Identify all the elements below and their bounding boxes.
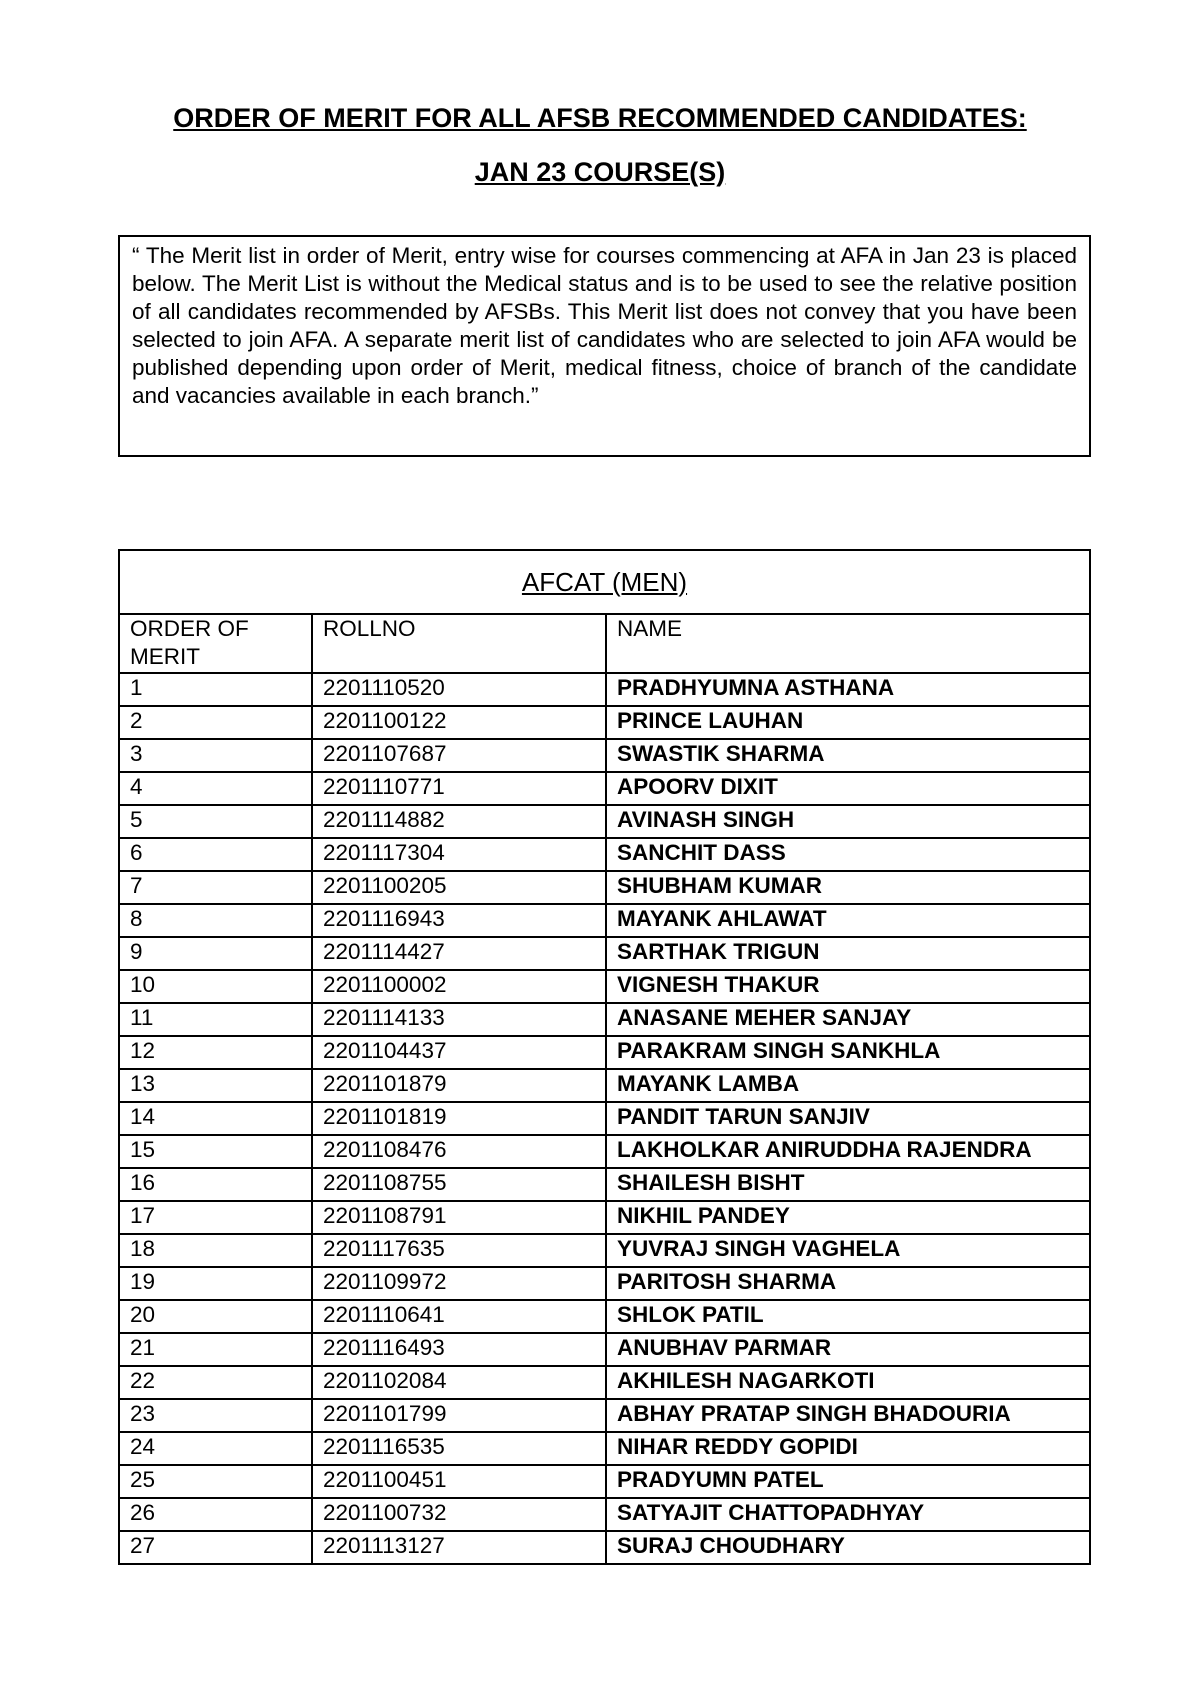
- merit-rank-cell: 25: [119, 1465, 312, 1498]
- candidate-name-cell: ANUBHAV PARMAR: [606, 1333, 1090, 1366]
- rollno-cell: 2201102084: [312, 1366, 606, 1399]
- column-header-order-of-merit: ORDER OF MERIT: [119, 614, 312, 673]
- rollno-cell: 2201116943: [312, 904, 606, 937]
- table-row: [119, 904, 1090, 937]
- rollno-cell: 2201114427: [312, 937, 606, 970]
- candidate-name-cell: NIKHIL PANDEY: [606, 1201, 1090, 1234]
- merit-rank-cell: 19: [119, 1267, 312, 1300]
- table-row: [119, 871, 1090, 904]
- rollno-cell: 2201108791: [312, 1201, 606, 1234]
- rollno-cell: 2201101799: [312, 1399, 606, 1432]
- merit-rank-cell: 20: [119, 1300, 312, 1333]
- merit-rank-cell: 12: [119, 1036, 312, 1069]
- candidate-name-cell: LAKHOLKAR ANIRUDDHA RAJENDRA: [606, 1135, 1090, 1168]
- merit-rank-cell: 15: [119, 1135, 312, 1168]
- merit-rank-cell: 14: [119, 1102, 312, 1135]
- table-row: [119, 1168, 1090, 1201]
- table-row: [119, 970, 1090, 1003]
- table-body: [119, 673, 1090, 1564]
- candidate-name-cell: SHLOK PATIL: [606, 1300, 1090, 1333]
- candidate-name-cell: SATYAJIT CHATTOPADHYAY: [606, 1498, 1090, 1531]
- rollno-cell: 2201116535: [312, 1432, 606, 1465]
- document-subtitle: JAN 23 COURSE(S): [474, 157, 726, 187]
- table-row: [119, 706, 1090, 739]
- merit-rank-cell: 22: [119, 1366, 312, 1399]
- candidate-name-cell: ANASANE MEHER SANJAY: [606, 1003, 1090, 1036]
- table-header-row: [119, 614, 1090, 673]
- table-row: [119, 1399, 1090, 1432]
- table-row: [119, 1432, 1090, 1465]
- merit-rank-cell: 18: [119, 1234, 312, 1267]
- rollno-cell: 2201104437: [312, 1036, 606, 1069]
- merit-rank-cell: 24: [119, 1432, 312, 1465]
- table-row: [119, 1036, 1090, 1069]
- merit-rank-cell: 23: [119, 1399, 312, 1432]
- table-row: [119, 1498, 1090, 1531]
- rollno-cell: 2201100002: [312, 970, 606, 1003]
- rollno-cell: 2201100732: [312, 1498, 606, 1531]
- document-title: ORDER OF MERIT FOR ALL AFSB RECOMMENDED CANDIDATES:: [173, 103, 1027, 133]
- table-row: [119, 937, 1090, 970]
- table-row: [119, 1201, 1090, 1234]
- candidate-name-cell: PARITOSH SHARMA: [606, 1267, 1090, 1300]
- merit-rank-cell: 16: [119, 1168, 312, 1201]
- candidate-name-cell: ABHAY PRATAP SINGH BHADOURIA: [606, 1399, 1090, 1432]
- merit-rank-cell: 26: [119, 1498, 312, 1531]
- candidate-name-cell: MAYANK LAMBA: [606, 1069, 1090, 1102]
- candidate-name-cell: SURAJ CHOUDHARY: [606, 1531, 1090, 1564]
- candidate-name-cell: SHUBHAM KUMAR: [606, 871, 1090, 904]
- table-caption: [119, 550, 1090, 614]
- table-row: [119, 1267, 1090, 1300]
- table-row: [119, 673, 1090, 706]
- candidate-name-cell: VIGNESH THAKUR: [606, 970, 1090, 1003]
- table-row: [119, 739, 1090, 772]
- merit-rank-cell: 2: [119, 706, 312, 739]
- merit-rank-cell: 6: [119, 838, 312, 871]
- rollno-cell: 2201110641: [312, 1300, 606, 1333]
- merit-rank-cell: 11: [119, 1003, 312, 1036]
- table-row: [119, 1366, 1090, 1399]
- table-row: [119, 805, 1090, 838]
- rollno-cell: 2201114882: [312, 805, 606, 838]
- merit-rank-cell: 13: [119, 1069, 312, 1102]
- merit-rank-cell: 10: [119, 970, 312, 1003]
- merit-rank-cell: 7: [119, 871, 312, 904]
- candidate-name-cell: AVINASH SINGH: [606, 805, 1090, 838]
- merit-rank-cell: 21: [119, 1333, 312, 1366]
- rollno-cell: 2201100122: [312, 706, 606, 739]
- candidate-name-cell: APOORV DIXIT: [606, 772, 1090, 805]
- table-caption-text: AFCAT (MEN): [521, 566, 688, 597]
- table-row: [119, 1234, 1090, 1267]
- candidate-name-cell: YUVRAJ SINGH VAGHELA: [606, 1234, 1090, 1267]
- rollno-cell: 2201113127: [312, 1531, 606, 1564]
- rollno-cell: 2201109972: [312, 1267, 606, 1300]
- candidate-name-cell: PRADHYUMNA ASTHANA: [606, 673, 1090, 706]
- merit-rank-cell: 4: [119, 772, 312, 805]
- rollno-cell: 2201100205: [312, 871, 606, 904]
- rollno-cell: 2201110771: [312, 772, 606, 805]
- merit-rank-cell: 27: [119, 1531, 312, 1564]
- rollno-cell: 2201107687: [312, 739, 606, 772]
- table-row: [119, 1465, 1090, 1498]
- table-row: [119, 772, 1090, 805]
- merit-rank-cell: 1: [119, 673, 312, 706]
- candidate-name-cell: SHAILESH BISHT: [606, 1168, 1090, 1201]
- candidate-name-cell: PARAKRAM SINGH SANKHLA: [606, 1036, 1090, 1069]
- table-row: [119, 1102, 1090, 1135]
- table-row: [119, 838, 1090, 871]
- merit-rank-cell: 17: [119, 1201, 312, 1234]
- rollno-cell: 2201101819: [312, 1102, 606, 1135]
- table-row: [119, 1531, 1090, 1564]
- rollno-cell: 2201114133: [312, 1003, 606, 1036]
- notice-box: “ The Merit list in order of Merit, entry wise for courses commencing at AFA in Jan 23 is placed below. The Merit List is without the Medical status and is to be used to see the relative position of all candidates recommended by AFSBs. This Merit list does not convey that you have been selected to join AFA. A separate merit list of candidates who are selected to join AFA would be published depending upon order of Merit, medical fitness, choice of branch of the candidate and vacancies available in each branch.”: [118, 235, 1091, 457]
- rollno-cell: 2201108755: [312, 1168, 606, 1201]
- candidate-name-cell: PANDIT TARUN SANJIV: [606, 1102, 1090, 1135]
- candidate-name-cell: NIHAR REDDY GOPIDI: [606, 1432, 1090, 1465]
- candidate-name-cell: MAYANK AHLAWAT: [606, 904, 1090, 937]
- candidate-name-cell: SANCHIT DASS: [606, 838, 1090, 871]
- table-row: [119, 1333, 1090, 1366]
- candidate-name-cell: SARTHAK TRIGUN: [606, 937, 1090, 970]
- table-row: [119, 1135, 1090, 1168]
- column-header-name: NAME: [606, 614, 1090, 673]
- candidate-name-cell: AKHILESH NAGARKOTI: [606, 1366, 1090, 1399]
- rollno-cell: 2201116493: [312, 1333, 606, 1366]
- rollno-cell: 2201100451: [312, 1465, 606, 1498]
- merit-rank-cell: 5: [119, 805, 312, 838]
- candidate-name-cell: PRINCE LAUHAN: [606, 706, 1090, 739]
- rollno-cell: 2201117635: [312, 1234, 606, 1267]
- merit-rank-cell: 8: [119, 904, 312, 937]
- candidate-name-cell: PRADYUMN PATEL: [606, 1465, 1090, 1498]
- candidate-name-cell: SWASTIK SHARMA: [606, 739, 1090, 772]
- merit-table: [118, 549, 1091, 1565]
- merit-rank-cell: 9: [119, 937, 312, 970]
- column-header-rollno: ROLLNO: [312, 614, 606, 673]
- rollno-cell: 2201117304: [312, 838, 606, 871]
- rollno-cell: 2201108476: [312, 1135, 606, 1168]
- rollno-cell: 2201110520: [312, 673, 606, 706]
- rollno-cell: 2201101879: [312, 1069, 606, 1102]
- table-row: [119, 1069, 1090, 1102]
- merit-rank-cell: 3: [119, 739, 312, 772]
- table-row: [119, 1003, 1090, 1036]
- table-row: [119, 1300, 1090, 1333]
